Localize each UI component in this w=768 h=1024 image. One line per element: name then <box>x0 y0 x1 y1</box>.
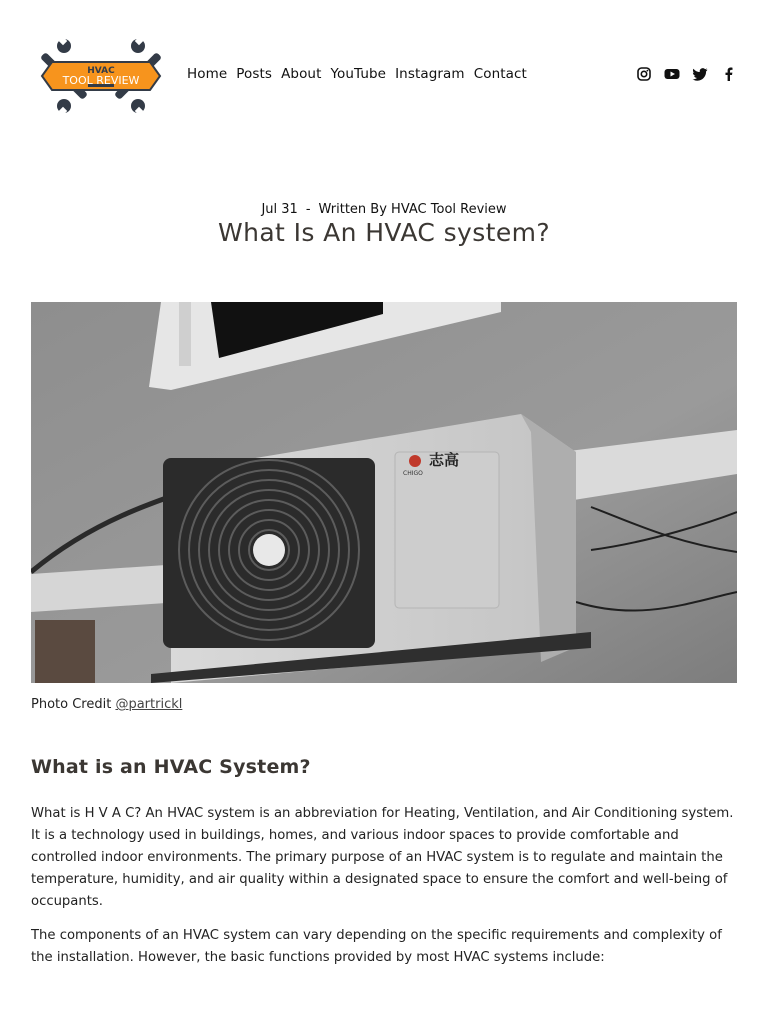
twitter-icon[interactable] <box>692 66 708 82</box>
site-header <box>30 36 740 116</box>
page-title: What Is An HVAC system? <box>217 218 551 247</box>
nav-contact[interactable]: Contact <box>473 66 527 82</box>
nav-about[interactable]: About <box>281 66 322 82</box>
unit-brand-text: 志高 <box>429 451 460 469</box>
nav-home[interactable]: Home <box>187 66 228 82</box>
main-nav <box>187 66 536 82</box>
logo-line2: TOOL REVIEW <box>62 74 140 87</box>
youtube-icon[interactable] <box>664 66 680 82</box>
facebook-icon[interactable] <box>720 66 736 82</box>
post-date: Jul 31 <box>261 202 298 217</box>
meta-separator: - <box>305 202 311 217</box>
post-author[interactable]: Written By HVAC Tool Review <box>318 202 507 217</box>
section-heading: What is an HVAC System? <box>31 756 311 778</box>
photo-credit-link[interactable]: @partrickl <box>115 697 183 712</box>
nav-youtube[interactable]: YouTube <box>330 66 387 82</box>
photo-credit-label: Photo Credit <box>31 697 112 712</box>
site-logo[interactable] <box>30 36 172 116</box>
hero-image <box>31 302 737 683</box>
photo-credit <box>31 697 182 712</box>
logo-line1: HVAC <box>87 66 115 76</box>
instagram-icon[interactable] <box>636 66 652 82</box>
paragraph-1: What is H V A C? An HVAC system is an abbreviation for Heating, Ventilation, and Air Conditioning system. It is a technology used in buildings, homes, and various indoor spaces to provide comfortable and controlled indoor environments. The primary purpose of an HVAC system is to regulate and maintain the temperature, humidity, and air quality within a designated space to ensure the comfort and well-being of occupants. <box>31 806 734 909</box>
paragraph-2: The components of an HVAC system can vary depending on the specific requirements and complexity of the installation. However, the basic functions provided by most HVAC systems include: <box>31 928 722 965</box>
social-links <box>636 66 736 82</box>
nav-instagram[interactable]: Instagram <box>395 66 465 82</box>
post-meta <box>0 202 768 217</box>
unit-brand-sub: CHIGO <box>403 470 423 477</box>
nav-posts[interactable]: Posts <box>236 66 273 82</box>
